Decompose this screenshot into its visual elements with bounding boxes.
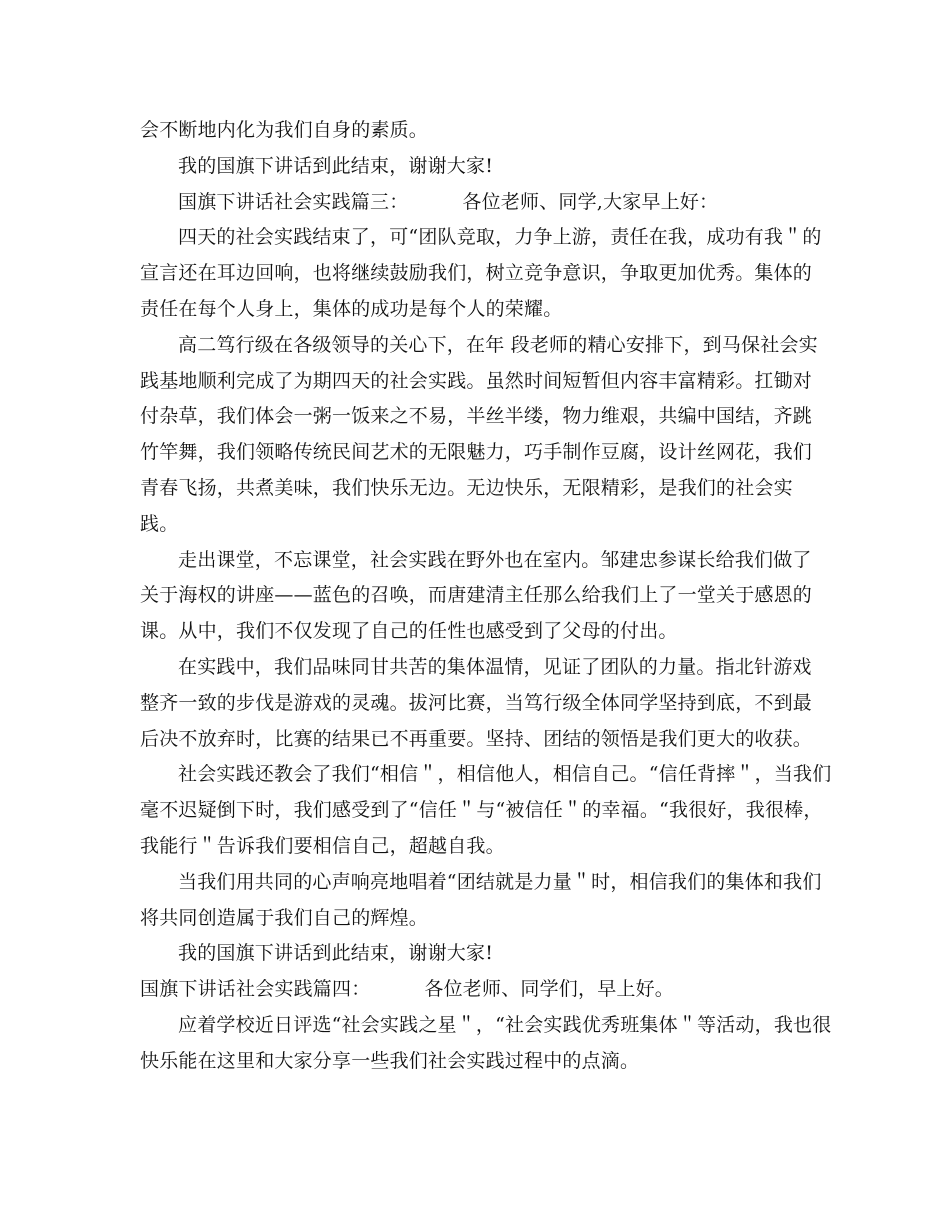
paragraph-line: 竹竿舞，我们领略传统民间艺术的无限魅力，巧手制作豆腐，设计丝网花，我们 [140, 441, 813, 464]
paragraph-line: 四天的社会实践结束了，可“团队竞取，力争上游，责任在我，成功有我＂的 [178, 226, 822, 249]
paragraph-line: 会不断地内化为我们自身的素质。 [140, 119, 429, 141]
paragraph-line: 我的国旗下讲话到此结束，谢谢大家! [178, 154, 494, 177]
paragraph-line: 宣言还在耳边回响，也将继续鼓励我们，树立竞争意识，争取更加优秀。集体的 [140, 262, 813, 285]
paragraph-line: 青春飞扬，共煮美味，我们快乐无边。无边快乐，无限精彩，是我们的社会实 [140, 476, 793, 499]
paragraph-line: 应着学校近日评选“社会实践之星＂，“社会实践优秀班集体＂等活动，我也很 [178, 1013, 832, 1036]
paragraph-line: 付杂草，我们体会一粥一饭来之不易，半丝半缕，物力维艰，共编中国结，齐跳 [140, 405, 813, 428]
paragraph-line: 关于海权的讲座——蓝色的召唤，而唐建清主任那么给我们上了一堂关于感恩的 [140, 584, 813, 607]
section-title: 国旗下讲话社会实践篇四： [140, 978, 371, 1001]
section-title: 国旗下讲话社会实践篇三： [178, 190, 409, 213]
paragraph-line: 高二笃行级在各级领导的关心下，在年 段老师的精心安排下，到马保社会实 [178, 333, 818, 356]
paragraph-line: 在实践中，我们品味同甘共苦的集体温情，见证了团队的力量。指北针游戏 [178, 655, 812, 678]
paragraph-line: 践基地顺利完成了为期四天的社会实践。虽然时间短暂但内容丰富精彩。扛锄对 [140, 369, 813, 392]
paragraph-line: 社会实践还教会了我们“相信＂，相信他人，相信自己。“信任背摔＂，当我们 [178, 763, 832, 786]
paragraph-line: 走出课堂，不忘课堂，社会实践在野外也在室内。邹建忠参谋长给我们做了 [178, 548, 812, 571]
section-heading-line [140, 185, 815, 221]
document-body [140, 113, 832, 1080]
section-heading-line [140, 972, 815, 1008]
paragraph-line: 课。从中，我们不仅发现了自己的任性也感受到了父母的付出。 [140, 620, 678, 643]
paragraph-line: 当我们用共同的心声响亮地唱着“团结就是力量＂时，相信我们的集体和我们 [178, 870, 822, 893]
paragraph-line: 我的国旗下讲话到此结束，谢谢大家! [178, 942, 494, 965]
greeting: 各位老师、同学们，早上好。 [424, 978, 675, 1001]
paragraph-line: 毫不迟疑倒下时，我们感受到了“信任＂与“被信任＂的幸福。“我很好，我很棒， [140, 799, 823, 822]
paragraph-line: 践。 [140, 512, 179, 535]
paragraph-line: 责任在每个人身上，集体的成功是每个人的荣耀。 [140, 297, 563, 320]
greeting: 各位老师、同学,大家早上好： [462, 190, 719, 213]
paragraph-line: 后决不放弃时，比赛的结果已不再重要。坚持、团结的领悟是我们更大的收获。 [140, 727, 813, 750]
paragraph-line: 我能行＂告诉我们要相信自己，超越自我。 [140, 834, 505, 857]
paragraph-line: 快乐能在这里和大家分享一些我们社会实践过程中的点滴。 [140, 1049, 640, 1072]
paragraph-line: 整齐一致的步伐是游戏的灵魂。拔河比赛，当笃行级全体同学坚持到底，不到最 [140, 691, 813, 714]
paragraph-line: 将共同创造属于我们自己的辉煌。 [140, 906, 429, 929]
